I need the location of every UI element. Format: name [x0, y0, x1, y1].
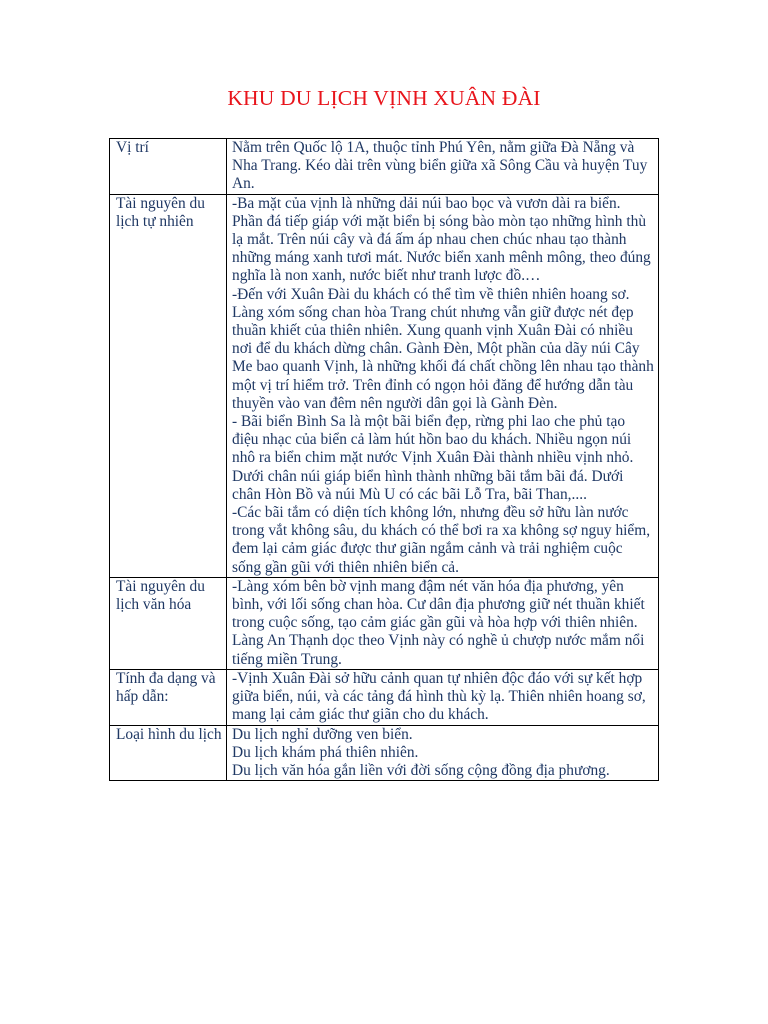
table-row-cultural-resources — [110, 577, 659, 669]
paragraph: -Vịnh Xuân Đài sở hữu cảnh quan tự nhiên độc đáo với sự kết hợp giữa biển, núi, và các tảng đá hình thù kỳ lạ. Thiên nhiên hoang sơ, mang lại cảm giác thư giãn cho du khách. — [232, 669, 646, 724]
info-table — [109, 138, 659, 781]
paragraph: Du lịch nghỉ dưỡng ven biển. — [232, 725, 413, 743]
table-row-location — [110, 139, 659, 195]
row-content — [227, 577, 659, 669]
paragraph: - Bãi biển Bình Sa là một bãi biển đẹp, rừng phi lao che phủ tạo điệu nhạc của biển cả làm hút hồn bao du khách. Nhiều ngọn núi nhô ra biển chim mặt nước Vịnh Xuân Đài thành nhiều vịnh nhỏ. Dưới chân núi giáp biển hình thành những bãi tắm bãi đá. Dưới chân Hòn Bồ và núi Mù U có các bãi Lỗ Tra, bãi Than,.... — [232, 413, 634, 503]
table-row-natural-resources — [110, 194, 659, 577]
paragraph: Nằm trên Quốc lộ 1A, thuộc tỉnh Phú Yên, nằm giữa Đà Nẵng và Nha Trang. Kéo dài trên vùng biển giữa xã Sông Cầu và huyện Tuy An. — [232, 139, 648, 193]
table-row-tourism-types — [110, 725, 659, 781]
row-content — [227, 139, 659, 195]
paragraph: -Ba mặt của vịnh là những dải núi bao bọc và vươn dài ra biển. Phần đá tiếp giáp với mặt biển bị sóng bào mòn tạo những hình thù lạ mắt. Trên núi cây và đá ấm áp nhau chen chúc nhau tạo thành những máng xanh tươi mát. Nước biển xanh mênh mông, theo đúng nghĩa là non xanh, nước biết như tranh lược đồ.… — [232, 194, 651, 285]
paragraph: -Các bãi tắm có diện tích không lớn, nhưng đều sở hữu làn nước trong vắt không sâu, du khách có thể bơi ra xa không sợ nguy hiểm, đem lại cảm giác được thư giãn ngắm cảnh và trải nghiệm cuộc sống gần gũi với thiên nhiên biển cả. — [232, 504, 651, 576]
row-content — [227, 194, 659, 577]
paragraph: -Làng xóm bên bờ vịnh mang đậm nét văn hóa địa phương, yên bình, với lối sống chan hòa. Cư dân địa phương giữ nét thuần khiết trong cuộc sống, tạo cảm giác gần gũi và hòa hợp với thiên nhiên. Làng An Thạnh dọc theo Vịnh này có nghề ủ chượp nước mắm nổi tiếng miền Trung. — [232, 577, 645, 668]
table-row-diversity — [110, 669, 659, 725]
row-label: Vị trí — [110, 139, 227, 195]
row-content — [227, 669, 659, 725]
row-label: Tính đa dạng và hấp dẫn: — [110, 669, 227, 725]
row-label: Tài nguyên du lịch tự nhiên — [110, 194, 227, 577]
document-title: KHU DU LỊCH VỊNH XUÂN ĐÀI — [227, 86, 541, 110]
paragraph: Du lịch khám phá thiên nhiên. — [232, 743, 419, 761]
paragraph: Du lịch văn hóa gắn liền với đời sống cộng đồng địa phương. — [232, 761, 610, 779]
paragraph: -Đến với Xuân Đài du khách có thể tìm về thiên nhiên hoang sơ. Làng xóm sống chan hòa Trang chút nhưng vẫn giữ được nét đẹp thuần khiết của thiên nhiên. Xung quanh vịnh Xuân Đài có nhiều nơi để du khách dừng chân. Gành Đèn, Một phần của dãy núi Cây Me bao quanh Vịnh, là những khối đá chất chồng lên nhau tạo thành một vị trí hiểm trở. Trên đỉnh có ngọn hỏi đăng để hướng dẫn tàu thuyền vào van đêm nên người dân gọi là Gành Đèn. — [232, 285, 654, 412]
row-label: Tài nguyên du lịch văn hóa — [110, 577, 227, 669]
row-label: Loại hình du lịch — [110, 725, 227, 781]
row-content — [227, 725, 659, 781]
